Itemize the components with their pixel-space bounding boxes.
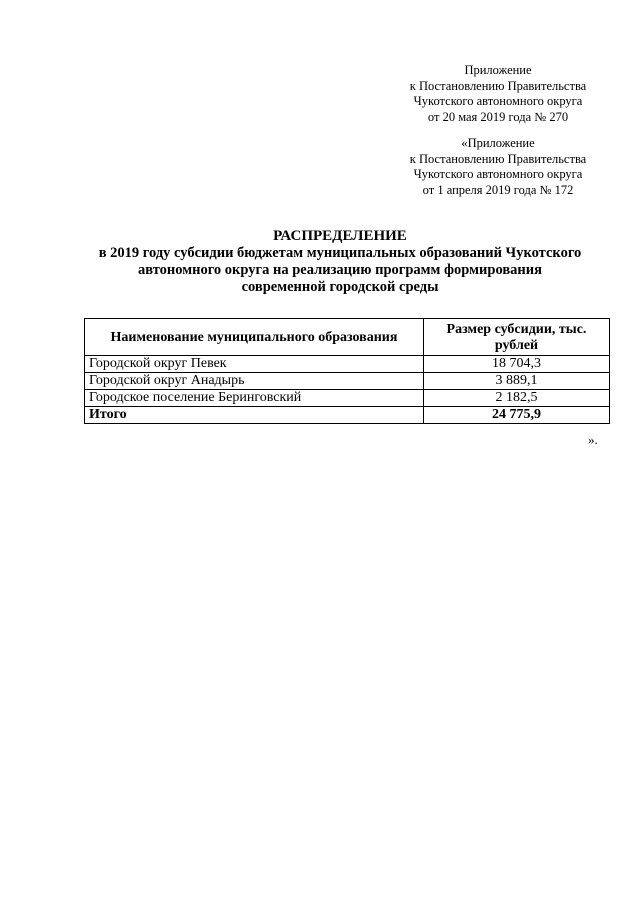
column-header-name: Наименование муниципального образования bbox=[85, 319, 424, 356]
row-amount: 2 182,5 bbox=[424, 390, 610, 407]
table-header-row bbox=[85, 319, 610, 356]
document-heading bbox=[60, 228, 620, 296]
document-subtitle-line-2: автономного округа на реализацию программ формирования bbox=[138, 262, 542, 278]
appendix-current-line-4: от 20 мая 2019 года № 270 bbox=[427, 109, 569, 124]
subsidy-distribution-table bbox=[84, 318, 610, 424]
row-name: Городской округ Певек bbox=[85, 356, 424, 373]
appendix-current-line-2: к Постановлению Правительства bbox=[409, 78, 587, 93]
closing-quote-mark: ». bbox=[588, 432, 598, 447]
row-amount: 18 704,3 bbox=[424, 356, 610, 373]
document-subtitle-line-3: современной городской среды bbox=[241, 279, 439, 295]
appendix-previous-line-2: к Постановлению Правительства bbox=[409, 151, 587, 166]
appendix-previous-line-4: от 1 апреля 2019 года № 172 bbox=[422, 182, 574, 197]
total-label: Итого bbox=[85, 407, 424, 424]
table-row bbox=[85, 356, 610, 373]
appendix-current-line-3: Чукотского автономного округа bbox=[413, 94, 583, 108]
document-title: РАСПРЕДЕЛЕНИЕ bbox=[273, 228, 407, 244]
appendix-previous-block bbox=[378, 136, 618, 198]
table-row bbox=[85, 390, 610, 407]
column-header-amount: Размер субсидии, тыс. рублей bbox=[424, 319, 610, 356]
row-amount: 3 889,1 bbox=[424, 373, 610, 390]
appendix-previous-line-3: Чукотского автономного округа bbox=[413, 167, 583, 181]
table-total-row bbox=[85, 407, 610, 424]
total-amount: 24 775,9 bbox=[424, 407, 610, 424]
appendix-previous-line-1: «Приложение bbox=[461, 136, 535, 150]
document-subtitle-line-1: в 2019 году субсидии бюджетам муниципальных образований Чукотского bbox=[98, 245, 582, 261]
row-name: Городское поселение Беринговский bbox=[85, 390, 424, 407]
appendix-current-line-1: Приложение bbox=[464, 63, 532, 77]
appendix-current-block bbox=[378, 63, 618, 125]
row-name: Городской округ Анадырь bbox=[85, 373, 424, 390]
table-row bbox=[85, 373, 610, 390]
